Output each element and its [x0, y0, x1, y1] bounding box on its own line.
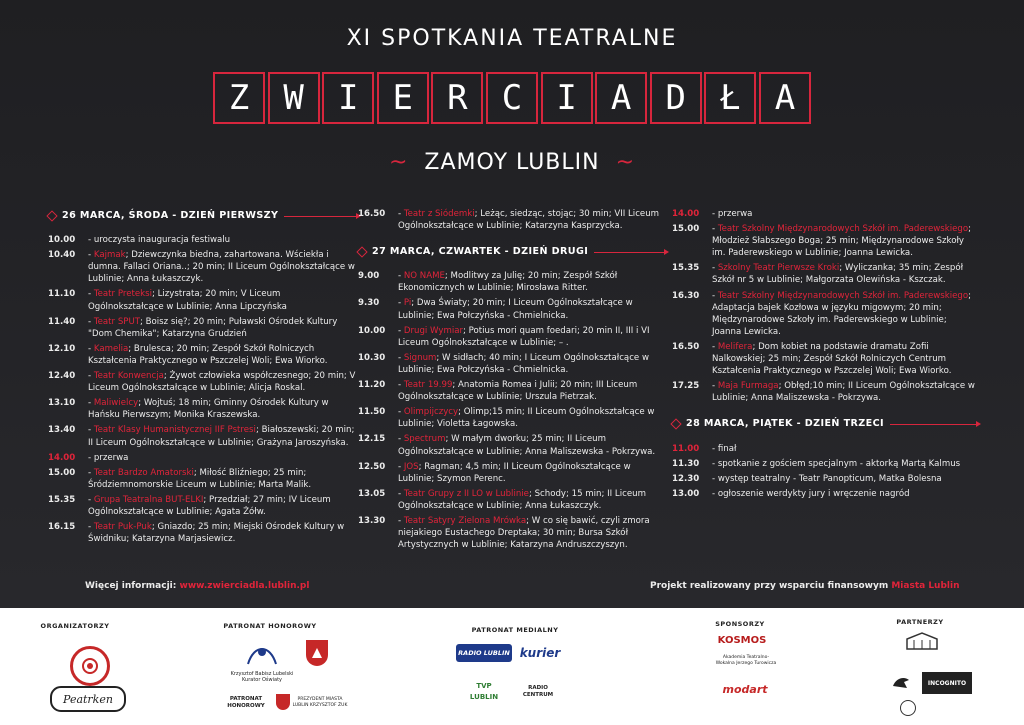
event-time: 14.00	[672, 209, 700, 219]
schedule-event	[358, 208, 666, 232]
event-description: ; W małym dworku; 25 min; II Liceum Ogólnokształcące w Lublinie; Anna Maliszewska - Pokrzywa.	[398, 434, 656, 457]
event-details: - JOS; Ragman; 4,5 min; II Liceum Ogólnokształcące w Lublinie; Szymon Perenc.	[398, 461, 631, 484]
lublin-crest-small-icon	[276, 694, 290, 710]
event-details: - Drugi Wymiar; Potius mori quam foedari; 20 min II, III i VI Liceum Ogólnokształcące w Lublinie; – .	[398, 325, 650, 348]
arrow-line-icon	[890, 424, 978, 425]
event-details: - Grupa Teatralna BUT-ELKI; Przedział; 27 min; IV Liceum Ogólnokształcące w Lublinie; Agata Żółw.	[88, 494, 331, 517]
event-time: 15.00	[672, 224, 700, 235]
event-details: - finał	[712, 443, 737, 454]
schedule-event	[358, 379, 666, 403]
event-list	[48, 234, 358, 545]
sponsor-logos-strip	[0, 608, 1024, 725]
group-name: Signum	[403, 352, 437, 363]
event-time: 12.30	[672, 473, 700, 484]
event-time: 12.50	[358, 461, 386, 472]
schedule-event	[358, 270, 666, 294]
event-description: ; Boisz się?; 20 min; Puławski Ośrodek Kultury "Dom Chemika"; Katarzyna Grudzień	[88, 316, 338, 339]
event-details: - Teatr Szkolny Międzynarodowych Szkół im. Paderewskiego; Młodzież Słabszego Boga; 25 min; Międzynarodowe Szkoły im. Paderewskiego w Lublinie; Joanna Lewicka.	[712, 224, 972, 259]
schedule-event	[48, 494, 358, 518]
event-time: 16.50	[358, 209, 386, 219]
honorary-person-2: PREZYDENT MIASTA LUBLIN KRZYSZTOF ŻUK	[292, 697, 348, 708]
group-name: Olimpijczycy	[403, 407, 459, 418]
event-time: 11.10	[48, 289, 76, 300]
event-details: - ogłoszenie werdykty jury i wręczenie nagród	[712, 488, 910, 499]
schedule-event	[358, 515, 666, 551]
event-time: 14.00	[48, 452, 76, 463]
diamond-icon	[356, 247, 367, 258]
event-time: 16.15	[48, 522, 76, 533]
diamond-icon	[46, 210, 57, 221]
more-info-label: Więcej informacji:	[85, 581, 177, 591]
akademia-logo: Akademia Teatralno-Wokalna Jerzego Turowicza	[715, 655, 777, 666]
event-details: - Teatr z Siódemki; Leżąc, siedząc, stojąc; 30 min; VII Liceum Ogólnokształcące w Lublinie; Katarzyna Kasprzycka.	[398, 209, 660, 232]
teatr-logo: Peatrken	[50, 686, 126, 712]
schedule-event	[672, 223, 978, 259]
day-title: 26 MARCA, ŚRODA - DZIEŃ PIERWSZY	[62, 210, 279, 221]
group-name: Kajmak	[93, 250, 126, 261]
venue-name: ZAMOY LUBLIN	[424, 150, 600, 175]
schedule-event	[358, 406, 666, 430]
day-header	[672, 418, 978, 430]
schedule-event	[672, 290, 978, 338]
group-name: Spectrum	[403, 434, 446, 445]
event-details: - Teatr Preteksi; Lizystrata; 20 min; V Liceum Ogólnokształcące w Lublinie; Anna Lipczyńska	[88, 289, 287, 312]
event-details: - Spectrum; W małym dworku; 25 min; II Liceum Ogólnokształcące w Lublinie; Anna Maliszewska - Pokrzywa.	[398, 434, 656, 457]
honorary-title: PATRONAT HONOROWY	[223, 622, 317, 630]
schedule-event	[672, 208, 978, 220]
event-details: - Teatr Bardzo Amatorski; Miłość Bliźniego; 25 min; Śródziemnomorskie Liceum w Lublinie; Marta Malik.	[88, 467, 312, 490]
schedule-event	[672, 341, 978, 377]
project-support-text: Projekt realizowany przy wsparciu finansowym	[650, 581, 889, 591]
event-details: - Teatr 19.99; Anatomia Romea i Julii; 20 min; III Liceum Ogólnokształcące w Lublinie; Urszula Pietrzak.	[398, 380, 638, 403]
day-header	[358, 246, 666, 258]
logo-letter: Ł	[704, 72, 756, 124]
event-details: - Melifera; Dom kobiet na podstawie dramatu Zofii Nalkowskiej; 25 min; Zespół Szkół Rolniczych Centrum Kształcenia Praktycznego w Pszczelej Woli; Ewa Wiorko.	[712, 341, 952, 377]
event-time: 12.10	[48, 343, 76, 354]
schedule-event	[48, 521, 358, 545]
event-time: 9.30	[358, 298, 380, 309]
event-time: 10.40	[48, 250, 76, 261]
event-details: - Kamelia; Brulesca; 20 min; Zespół Szkół Rolniczych Kształcenia Praktycznego w Pszczelej Woli; Ewa Wiorko.	[88, 343, 328, 366]
event-list	[672, 443, 978, 500]
event-description: ; Miłość Bliźniego; 25 min; Śródziemnomorskie Liceum w Lublinie; Marta Malik.	[88, 467, 312, 490]
diamond-icon	[670, 419, 681, 430]
incognito-logo: INCOGNITO	[922, 672, 972, 694]
event-time: 13.10	[48, 398, 76, 409]
schedule-event	[358, 461, 666, 485]
sponsors-title: SPONSORZY	[715, 620, 765, 628]
group-name: Teatr Puk-Puk	[93, 522, 152, 533]
logo-letter: E	[377, 72, 429, 124]
radio-lublin-logo: RADIO LUBLIN	[456, 644, 512, 662]
event-time: 11.30	[672, 458, 700, 469]
group-name: Teatr Bardzo Amatorski	[93, 467, 194, 478]
arrow-line-icon	[284, 216, 358, 217]
event-time: 11.50	[358, 407, 386, 418]
day-title: 28 MARCA, PIĄTEK - DZIEŃ TRZECI	[686, 418, 885, 430]
group-name: Szkolny Teatr Pierwsze Kroki	[717, 263, 840, 274]
event-time: 10.30	[358, 352, 386, 363]
event-time: 13.00	[672, 488, 700, 499]
event-description: ; Dom kobiet na podstawie dramatu Zofii Nalkowskiej; 25 min; Zespół Szkół Rolniczych Centrum Kształcenia Praktycznego w Pszczelej Woli; Ewa Wiorko.	[712, 341, 952, 377]
event-details: - przerwa	[88, 452, 129, 463]
group-name: Teatr Grupy z II LO w Lublinie	[403, 488, 529, 499]
schedule-column-1	[48, 208, 358, 548]
bird-logo-icon	[888, 670, 914, 696]
schedule-event	[48, 316, 358, 340]
event-time: 15.35	[48, 494, 76, 505]
event-details: - Kajmak; Dziewczynka biedna, zahartowana. Wściekła i dumna. Fallaci Oriana..; 20 min; II Liceum Ogólnokształcące w Lublinie; Anna Łukaszczyk.	[88, 250, 355, 285]
event-description: ; Żywot człowieka współczesnego; 20 min; V Liceum Ogólnokształcące w Lublinie; Alicja Roskal.	[88, 371, 356, 394]
event-details: - występ teatralny - Teatr Panopticum, Matka Bolesna	[712, 473, 942, 484]
schedule-event	[672, 380, 978, 404]
event-description: ; Leżąc, siedząc, stojąc; 30 min; VII Liceum Ogólnokształcące w Lublinie; Katarzyna Kasprzycka.	[398, 209, 660, 232]
schedule-event	[672, 473, 978, 485]
event-details: - Teatr Satyry Zielona Mrówka; W co się bawić, czyli zmora niejakiego Eustachego Dreptaka; 30 min; Bursa Szkół Artystycznych w Lublinie; Katarzyna Andruszczyszyn.	[398, 515, 650, 551]
event-description: ; Gniazdo; 25 min; Miejski Ośrodek Kultury w Świdniku; Katarzyna Marjasiewicz.	[88, 522, 345, 545]
arrow-line-icon	[594, 252, 666, 253]
schedule-event	[48, 343, 358, 367]
event-time: 11.40	[48, 316, 76, 327]
event-description: ; Adaptacja bajek Kozłowa w języku migowym; 20 min; Międzynarodowe Szkoły im. Paderewskiego w Lublinie; Joanna Lewicka.	[712, 290, 972, 337]
tilde-ornament: ~	[388, 150, 409, 175]
event-description: ; Wojtuś; 18 min; Gminny Ośrodek Kultury w Hańsku Pierwszym; Monika Kraszewska.	[88, 398, 329, 421]
event-time: 9.00	[358, 271, 380, 282]
schedule-event	[358, 325, 666, 349]
event-description: ; Modlitwy za Julię; 20 min; Zespół Szkół Ekonomicznych w Lublinie; Mirosława Ritter.	[398, 271, 618, 294]
logo-letter: A	[759, 72, 811, 124]
group-name: Maliwielcy	[93, 398, 139, 409]
group-name: Teatr Klasy Humanistycznej IIF Pstresi	[93, 425, 256, 436]
event-time: 15.00	[48, 467, 76, 478]
event-description: ; Potius mori quam foedari; 20 min II, III i VI Liceum Ogólnokształcące w Lublinie; – .	[398, 325, 650, 348]
event-description: ; Białoszewski; 20 min; II Liceum Ogólnokształcące w Lublinie; Grażyna Jaroszyńska.	[88, 425, 355, 448]
schedule-event	[672, 458, 978, 470]
event-description: ; W sidłach; 40 min; I Liceum Ogólnokształcące w Lublinie; Ewa Połczyńska - Chmielnicka.	[398, 352, 649, 375]
group-name: Teatr z Siódemki	[403, 209, 475, 219]
event-list	[672, 208, 978, 404]
event-time: 13.05	[358, 488, 386, 499]
group-name: Teatr Preteksi	[93, 289, 152, 300]
logo-letter: I	[322, 72, 374, 124]
event-time: 15.35	[672, 263, 700, 274]
schedule-event	[358, 352, 666, 376]
logo-letter: R	[431, 72, 483, 124]
group-name: Pi	[403, 298, 412, 309]
event-details: - spotkanie z gościem specjalnym - aktorką Martą Kalmus	[712, 458, 961, 469]
partners-title: PARTNERZY	[896, 618, 944, 626]
event-details: - NO NAME; Modlitwy za Julię; 20 min; Zespół Szkół Ekonomicznych w Lublinie; Mirosława Ritter.	[398, 271, 618, 294]
event-time: 13.40	[48, 425, 76, 436]
event-details: - Pi; Dwa Światy; 20 min; I Liceum Ogólnokształcące w Lublinie; Ewa Połczyńska - Chmielnicka.	[398, 298, 633, 321]
schedule-event	[48, 397, 358, 421]
patronat-label: PATRONAT HONOROWY	[227, 696, 265, 709]
event-details: - Maliwielcy; Wojtuś; 18 min; Gminny Ośrodek Kultury w Hańsku Pierwszym; Monika Kraszewska.	[88, 398, 329, 421]
day-title: 27 MARCA, CZWARTEK - DZIEŃ DRUGI	[372, 246, 589, 258]
group-name: Teatr SPUT	[93, 316, 140, 327]
group-name: Drugi Wymiar	[403, 325, 464, 336]
event-details: - uroczysta inauguracja festiwalu	[88, 235, 231, 246]
event-description: ; Lizystrata; 20 min; V Liceum Ogólnokształcące w Lublinie; Anna Lipczyńska	[88, 289, 287, 312]
schedule-event	[672, 443, 978, 455]
event-details: - Signum; W sidłach; 40 min; I Liceum Ogólnokształcące w Lublinie; Ewa Połczyńska - Chmielnicka.	[398, 352, 649, 375]
event-details: - Teatr Grupy z II LO w Lublinie; Schody; 15 min; II Liceum Ogólnokształcące w Lublinie; Anna Łukaszczyk.	[398, 488, 646, 511]
schedule-event	[358, 297, 666, 321]
festival-supertitle: XI SPOTKANIA TEATRALNE	[346, 26, 678, 51]
tvp-lublin-logo: TVP LUBLIN	[469, 682, 499, 701]
group-name: JOS	[403, 461, 419, 472]
group-name: Teatr Szkolny Międzynarodowych Szkół im. Paderewskiego	[717, 224, 969, 235]
group-name: Grupa Teatralna BUT-ELKI	[93, 494, 204, 505]
event-list	[358, 270, 666, 551]
event-time: 12.40	[48, 371, 76, 382]
event-time: 16.30	[672, 290, 700, 301]
event-time: 13.30	[358, 515, 386, 526]
venue-title	[0, 150, 1024, 175]
festival-logo	[213, 72, 811, 124]
group-name: Teatr 19.99	[403, 380, 453, 391]
group-name: Teatr Satyry Zielona Mrówka	[403, 515, 527, 526]
schedule-column-2	[358, 208, 666, 554]
website-link[interactable]: www.zwierciadla.lublin.pl	[179, 581, 310, 591]
event-description: ; Brulesca; 20 min; Zespół Szkół Rolniczych Kształcenia Praktycznego w Pszczelej Woli; Ewa Wiorko.	[88, 343, 328, 366]
modart-logo: modart	[722, 682, 768, 696]
event-details: - Teatr Klasy Humanistycznej IIF Pstresi; Białoszewski; 20 min; II Liceum Ogólnokształcące w Lublinie; Grażyna Jaroszyńska.	[88, 425, 355, 448]
event-description: ; Dwa Światy; 20 min; I Liceum Ogólnokształcące w Lublinie; Ewa Połczyńska - Chmielnicka.	[398, 298, 633, 321]
schedule-event	[48, 424, 358, 448]
event-details: - przerwa	[712, 209, 753, 219]
schedule-event	[48, 234, 358, 246]
media-title: PATRONAT MEDIALNY	[471, 626, 559, 634]
event-description: ; Ragman; 4,5 min; II Liceum Ogólnokształcące w Lublinie; Szymon Perenc.	[398, 461, 631, 484]
project-support	[650, 581, 960, 591]
event-details: - Teatr Puk-Puk; Gniazdo; 25 min; Miejski Ośrodek Kultury w Świdniku; Katarzyna Marjasiewicz.	[88, 522, 345, 545]
event-description: ; W co się bawić, czyli zmora niejakiego Eustachego Dreptaka; 30 min; Bursa Szkół Artystycznych w Lublinie; Katarzyna Andruszczyszyn.	[398, 515, 650, 551]
partner-emblem-icon	[900, 700, 916, 716]
logo-letter: D	[650, 72, 702, 124]
group-name: Kamelia	[93, 343, 129, 354]
event-time: 10.00	[358, 325, 386, 336]
more-info	[85, 581, 309, 591]
event-details: - Teatr SPUT; Boisz się?; 20 min; Puławski Ośrodek Kultury "Dom Chemika"; Katarzyna Grudzień	[88, 316, 338, 339]
group-name: Maja Furmaga	[717, 381, 779, 392]
event-time: 11.20	[358, 380, 386, 391]
organizer-emblem-icon	[70, 646, 110, 686]
group-name: Melifera	[717, 341, 753, 352]
group-name: NO NAME	[403, 271, 445, 282]
event-details: - Maja Furmaga; Obłęd;10 min; II Liceum Ogólnokształcące w Lublinie; Anna Maliszewska - Pokrzywa.	[712, 381, 975, 404]
schedule-event	[48, 288, 358, 312]
logo-letter: W	[268, 72, 320, 124]
event-description: ; Obłęd;10 min; II Liceum Ogólnokształcące w Lublinie; Anna Maliszewska - Pokrzywa.	[712, 381, 975, 404]
schedule-event	[358, 433, 666, 457]
theatre-building-icon	[904, 630, 940, 652]
kurier-logo: kurier	[519, 646, 561, 660]
schedule-event	[672, 488, 978, 500]
event-description: ; Schody; 15 min; II Liceum Ogólnokształcące w Lublinie; Anna Łukaszczyk.	[398, 488, 646, 511]
kosmos-logo: KOSMOS	[717, 634, 767, 646]
event-description: ; Wyliczanka; 35 min; Zespół Szkół nr 5 w Lublinie; Małgorzata Olewińska - Kszczak.	[712, 263, 964, 286]
project-support-city: Miasta Lublin	[891, 581, 960, 591]
tilde-ornament: ~	[615, 150, 636, 175]
logo-letter: I	[541, 72, 593, 124]
radio-centrum-logo: RADIO CENTRUM	[522, 685, 554, 698]
event-list	[358, 208, 666, 232]
kuratorium-logo-icon	[240, 638, 284, 670]
event-time: 12.15	[358, 434, 386, 445]
event-time: 16.50	[672, 341, 700, 352]
event-description: ; Przedział; 27 min; IV Liceum Ogólnokształcące w Lublinie; Agata Żółw.	[88, 494, 331, 517]
event-details: - Teatr Konwencja; Żywot człowieka współczesnego; 20 min; V Liceum Ogólnokształcące w Lublinie; Alicja Roskal.	[88, 371, 356, 394]
schedule-event	[672, 262, 978, 286]
schedule-event	[48, 370, 358, 394]
event-description: ; Młodzież Słabszego Boga; 25 min; Międzynarodowe Szkoły im. Paderewskiego w Lublinie; Joanna Lewicka.	[712, 224, 972, 259]
schedule-event	[48, 467, 358, 491]
event-details: - Szkolny Teatr Pierwsze Kroki; Wyliczanka; 35 min; Zespół Szkół nr 5 w Lublinie; Małgorzata Olewińska - Kszczak.	[712, 263, 964, 286]
event-time: 11.00	[672, 443, 700, 454]
day-header	[48, 210, 358, 222]
schedule-column-3	[672, 208, 978, 503]
event-details: - Olimpijczycy; Olimp;15 min; II Liceum Ogólnokształcące w Lublinie; Violetta Łagowska.	[398, 407, 655, 430]
event-description: ; Olimp;15 min; II Liceum Ogólnokształcące w Lublinie; Violetta Łagowska.	[398, 407, 655, 430]
event-details: - Teatr Szkolny Międzynarodowych Szkół im. Paderewskiego; Adaptacja bajek Kozłowa w języku migowym; 20 min; Międzynarodowe Szkoły im. Paderewskiego w Lublinie; Joanna Lewicka.	[712, 290, 972, 337]
group-name: Teatr Szkolny Międzynarodowych Szkół im. Paderewskiego	[717, 290, 969, 301]
logo-letter: C	[486, 72, 538, 124]
event-description: ; Dziewczynka biedna, zahartowana. Wściekła i dumna. Fallaci Oriana..; 20 min; II Liceum Ogólnokształcące w Lublinie; Anna Łukaszczyk.	[88, 250, 355, 285]
group-name: Teatr Konwencja	[93, 371, 164, 382]
event-time: 10.00	[48, 235, 76, 246]
honorary-person-1: Krzysztof Babisz Lubelski Kurator Oświaty	[230, 671, 294, 683]
lublin-crest-icon	[306, 640, 328, 666]
organizers-title: ORGANIZATORZY	[40, 622, 110, 630]
schedule-event	[48, 452, 358, 464]
schedule-event	[48, 249, 358, 285]
schedule-event	[358, 488, 666, 512]
event-description: ; Anatomia Romea i Julii; 20 min; III Liceum Ogólnokształcące w Lublinie; Urszula Pietrzak.	[398, 380, 638, 403]
logo-letter: A	[595, 72, 647, 124]
event-time: 17.25	[672, 381, 700, 392]
logo-letter: Z	[213, 72, 265, 124]
